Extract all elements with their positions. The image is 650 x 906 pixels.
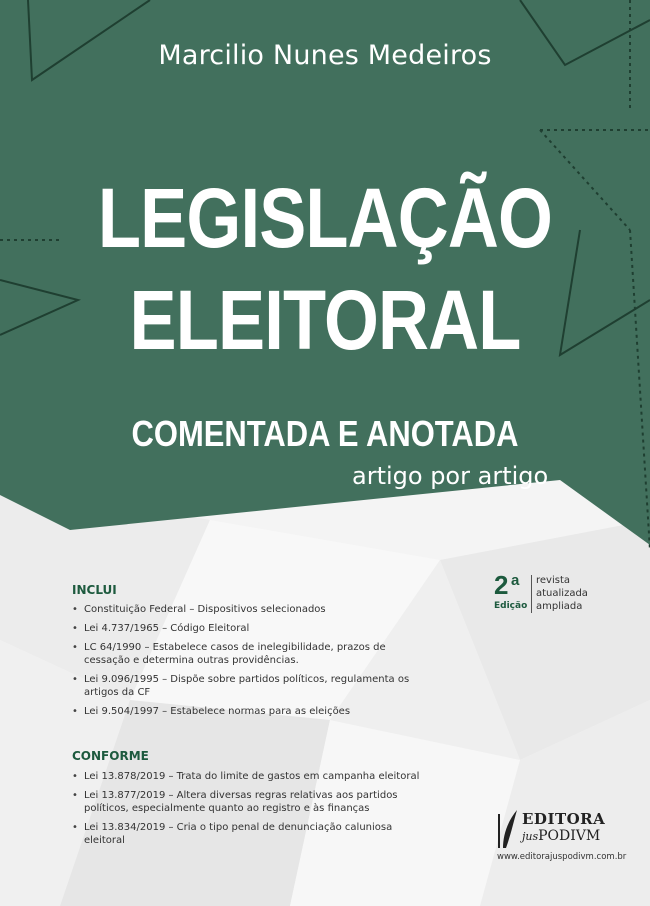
publisher-subname xyxy=(522,828,600,844)
edition-superscript: a xyxy=(511,572,520,589)
edition-notes xyxy=(536,574,588,613)
conforme-heading: CONFORME xyxy=(72,749,149,763)
inclui-heading: INCLUI xyxy=(72,583,117,597)
list-item: • LC 64/1990 – Estabelece casos de inelegibilidade, prazos de cessação e determina outras providências. xyxy=(72,641,432,667)
edition-number: 2 xyxy=(494,570,509,600)
list-item: • Lei 9.504/1997 – Estabelece normas para as eleições xyxy=(72,705,432,718)
publisher-sub-name: PODIVM xyxy=(538,828,601,844)
list-item: • Constituição Federal – Dispositivos selecionados xyxy=(72,603,432,616)
conforme-list xyxy=(72,770,432,853)
list-item: • Lei 13.878/2019 – Trata do limite de gastos em campanha eleitoral xyxy=(72,770,432,783)
list-item: • Lei 9.096/1995 – Dispõe sobre partidos políticos, regulamenta os artigos da CF xyxy=(72,673,432,699)
list-item: • Lei 13.834/2019 – Cria o tipo penal de denunciação caluniosa eleitoral xyxy=(72,821,432,847)
publisher-name: EDITORA xyxy=(522,810,606,828)
edition-note: ampliada xyxy=(536,601,583,612)
book-title-line2: ELEITORAL xyxy=(129,273,521,367)
quill-pen-icon xyxy=(497,808,519,850)
edition-note: atualizada xyxy=(536,588,588,599)
list-item: • Lei 4.737/1965 – Código Eleitoral xyxy=(72,622,432,635)
book-title-line1: LEGISLAÇÃO xyxy=(97,171,553,265)
list-item: • Lei 13.877/2019 – Altera diversas regras relativas aos partidos políticos, especialmente quanto ao registro e às finanças xyxy=(72,789,432,815)
edition-note: revista xyxy=(536,575,570,586)
publisher-url: www.editorajuspodivm.com.br xyxy=(497,852,627,862)
edition-label: Edição xyxy=(494,601,528,611)
publisher-sub-prefix: jus xyxy=(522,830,539,843)
inclui-list xyxy=(72,603,432,724)
publisher-logo xyxy=(497,808,637,864)
author-name: Marcilio Nunes Medeiros xyxy=(158,40,492,71)
book-subtitle: COMENTADA E ANOTADA xyxy=(131,413,519,454)
book-tagline: artigo por artigo xyxy=(352,462,549,490)
edition-divider xyxy=(531,575,532,613)
